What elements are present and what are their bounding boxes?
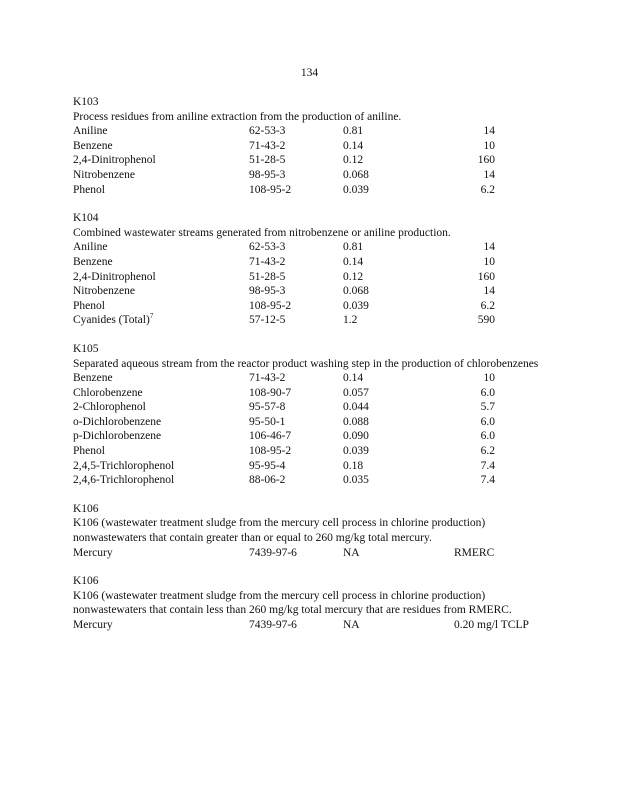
constituent-name-text: 2-Chlorophenol (73, 401, 146, 414)
waste-code: K104 (73, 212, 99, 225)
constituent-name-text: Phenol (73, 299, 105, 312)
constituent-name (73, 459, 249, 474)
constituent-table (73, 124, 553, 197)
constituent-name (73, 415, 249, 430)
constituent-name-text: Mercury (73, 546, 113, 559)
wastewater-standard: 0.12 (343, 270, 364, 283)
nonwastewater-standard: 14 (483, 125, 495, 138)
table-row (73, 153, 553, 168)
constituent-name-text: Phenol (73, 183, 105, 196)
wastewater-standard: 0.035 (343, 474, 369, 487)
constituent-name-text: Phenol (73, 445, 105, 458)
cas-number: 71-43-2 (249, 372, 286, 385)
nonwastewater-standard: 10 (483, 372, 495, 385)
table-row (73, 415, 553, 430)
cas-number: 62-53-3 (249, 241, 286, 254)
wastewater-standard: 0.088 (343, 415, 369, 428)
nonwastewater-standard: 0.20 mg/l TCLP (454, 619, 529, 631)
wastewater-standard: 0.044 (343, 401, 369, 414)
cas-number: 98-95-3 (249, 168, 286, 181)
constituent-name (73, 139, 249, 154)
cas-number: 7439-97-6 (249, 619, 297, 631)
cas-number: 51-28-5 (249, 154, 286, 167)
nonwastewater-standard: 14 (483, 285, 495, 298)
waste-code: K106 (73, 575, 99, 588)
nonwastewater-standard: 5.7 (480, 401, 495, 414)
waste-code: K103 (73, 96, 99, 108)
constituent-name-text: 2,4,6-Trichlorophenol (73, 474, 175, 487)
constituent-name-text: Aniline (73, 241, 108, 254)
cas-number: 51-28-5 (249, 270, 286, 283)
cas-number: 95-57-8 (249, 401, 286, 414)
constituent-name-text: 2,4-Dinitrophenol (73, 154, 156, 167)
waste-description: Process residues from aniline extraction from the production of aniline. (73, 110, 402, 123)
waste-description: Separated aqueous stream from the reactor product washing step in the production of chlorobenzenes (73, 357, 539, 370)
constituent-name (73, 444, 249, 459)
wastewater-standard: 0.090 (343, 430, 369, 443)
cas-number: 71-43-2 (249, 139, 286, 152)
constituent-name-text: Benzene (73, 255, 113, 268)
nonwastewater-standard: 590 (477, 314, 495, 327)
nonwastewater-standard: 7.4 (480, 474, 495, 487)
constituent-name-text: Cyanides (Total) (73, 314, 150, 327)
constituent-table (73, 618, 553, 633)
waste-code: K106 (73, 502, 99, 515)
cas-number: 108-95-2 (249, 299, 292, 312)
constituent-name-text: Mercury (73, 619, 113, 631)
table-row (73, 299, 553, 314)
nonwastewater-standard: 6.0 (480, 386, 495, 399)
cas-number: 95-50-1 (249, 415, 286, 428)
wastewater-standard: NA (343, 619, 360, 631)
nonwastewater-standard: 14 (483, 168, 495, 181)
waste-code-section (73, 95, 553, 197)
table-row (73, 240, 553, 255)
document-body (73, 95, 553, 647)
table-row (73, 473, 553, 488)
table-row (73, 618, 553, 633)
waste-description: K106 (wastewater treatment sludge from the mercury cell process in chlorine production) nonwastewaters that contain less than 260 mg/kg total mercury that are residues from RMERC. (73, 589, 512, 617)
constituent-name (73, 168, 249, 183)
cas-number: 7439-97-6 (249, 546, 297, 559)
table-row (73, 386, 553, 401)
nonwastewater-standard: RMERC (454, 546, 495, 559)
constituent-table (73, 240, 553, 328)
constituent-table (73, 371, 553, 488)
cas-number: 108-90-7 (249, 386, 292, 399)
wastewater-standard: 0.81 (343, 125, 364, 138)
nonwastewater-standard: 7.4 (480, 459, 495, 472)
constituent-name-text: Chlorobenzene (73, 386, 143, 399)
table-row (73, 270, 553, 285)
nonwastewater-standard: 6.2 (480, 445, 495, 458)
constituent-name (73, 183, 249, 198)
wastewater-standard: 0.81 (343, 241, 364, 254)
waste-code-section (73, 502, 553, 560)
constituent-name-text: Nitrobenzene (73, 285, 135, 298)
table-row (73, 400, 553, 415)
constituent-name (73, 124, 249, 139)
constituent-name (73, 386, 249, 401)
table-row (73, 371, 553, 386)
cas-number: 88-06-2 (249, 474, 286, 487)
table-row (73, 139, 553, 154)
waste-code-section (73, 342, 553, 488)
constituent-name-text: Benzene (73, 372, 113, 385)
constituent-name (73, 546, 249, 561)
cas-number: 95-95-4 (249, 459, 286, 472)
cas-number: 98-95-3 (249, 285, 286, 298)
wastewater-standard: 0.18 (343, 459, 364, 472)
cas-number: 62-53-3 (249, 125, 286, 138)
page-number: 134 (300, 67, 319, 79)
nonwastewater-standard: 10 (483, 255, 495, 268)
nonwastewater-standard: 160 (477, 270, 495, 283)
constituent-name-text: Nitrobenzene (73, 168, 135, 181)
table-row (73, 183, 553, 198)
constituent-name-text: Aniline (73, 125, 108, 138)
wastewater-standard: 0.039 (343, 445, 369, 458)
table-row (73, 168, 553, 183)
wastewater-standard: 0.12 (343, 154, 364, 167)
cas-number: 57-12-5 (249, 314, 286, 327)
constituent-name-text: 2,4-Dinitrophenol (73, 270, 156, 283)
cas-number: 71-43-2 (249, 255, 286, 268)
cas-number: 106-46-7 (249, 430, 292, 443)
constituent-name (73, 400, 249, 415)
constituent-name-text: p-Dichlorobenzene (73, 430, 162, 443)
nonwastewater-standard: 10 (483, 139, 495, 152)
wastewater-standard: NA (343, 546, 360, 559)
nonwastewater-standard: 6.0 (480, 415, 495, 428)
wastewater-standard: 0.14 (343, 372, 364, 385)
wastewater-standard: 0.039 (343, 299, 369, 312)
constituent-name (73, 429, 249, 444)
wastewater-standard: 0.057 (343, 386, 369, 399)
wastewater-standard: 0.068 (343, 168, 369, 181)
constituent-name (73, 618, 249, 633)
wastewater-standard: 0.14 (343, 255, 364, 268)
table-row (73, 546, 553, 561)
table-row (73, 444, 553, 459)
constituent-name (73, 473, 249, 488)
constituent-name-text: Benzene (73, 139, 113, 152)
constituent-name-text: o-Dichlorobenzene (73, 415, 162, 428)
nonwastewater-standard: 160 (477, 154, 495, 167)
constituent-name (73, 313, 249, 328)
footnote-marker: 7 (149, 312, 154, 321)
wastewater-standard: 1.2 (343, 314, 358, 327)
table-row (73, 284, 553, 299)
constituent-table (73, 546, 553, 561)
table-row (73, 429, 553, 444)
table-row (73, 255, 553, 270)
cas-number: 108-95-2 (249, 183, 292, 196)
nonwastewater-standard: 14 (483, 241, 495, 254)
constituent-name (73, 255, 249, 270)
nonwastewater-standard: 6.2 (480, 183, 495, 196)
waste-description: Combined wastewater streams generated from nitrobenzene or aniline production. (73, 226, 451, 239)
table-row (73, 313, 553, 328)
table-row (73, 124, 553, 139)
constituent-name (73, 371, 249, 386)
waste-code: K105 (73, 342, 99, 355)
constituent-name (73, 284, 249, 299)
table-row (73, 459, 553, 474)
constituent-name (73, 240, 249, 255)
cas-number: 108-95-2 (249, 445, 292, 458)
wastewater-standard: 0.068 (343, 285, 369, 298)
wastewater-standard: 0.14 (343, 139, 364, 152)
nonwastewater-standard: 6.2 (480, 299, 495, 312)
constituent-name (73, 270, 249, 285)
constituent-name (73, 299, 249, 314)
nonwastewater-standard: 6.0 (480, 430, 495, 443)
wastewater-standard: 0.039 (343, 183, 369, 196)
waste-description: K106 (wastewater treatment sludge from the mercury cell process in chlorine production) nonwastewaters that contain greater than or equal to 260 mg/kg total mercury. (73, 517, 486, 545)
waste-code-section (73, 211, 553, 328)
waste-code-section (73, 574, 553, 632)
constituent-name (73, 153, 249, 168)
constituent-name-text: 2,4,5-Trichlorophenol (73, 459, 175, 472)
